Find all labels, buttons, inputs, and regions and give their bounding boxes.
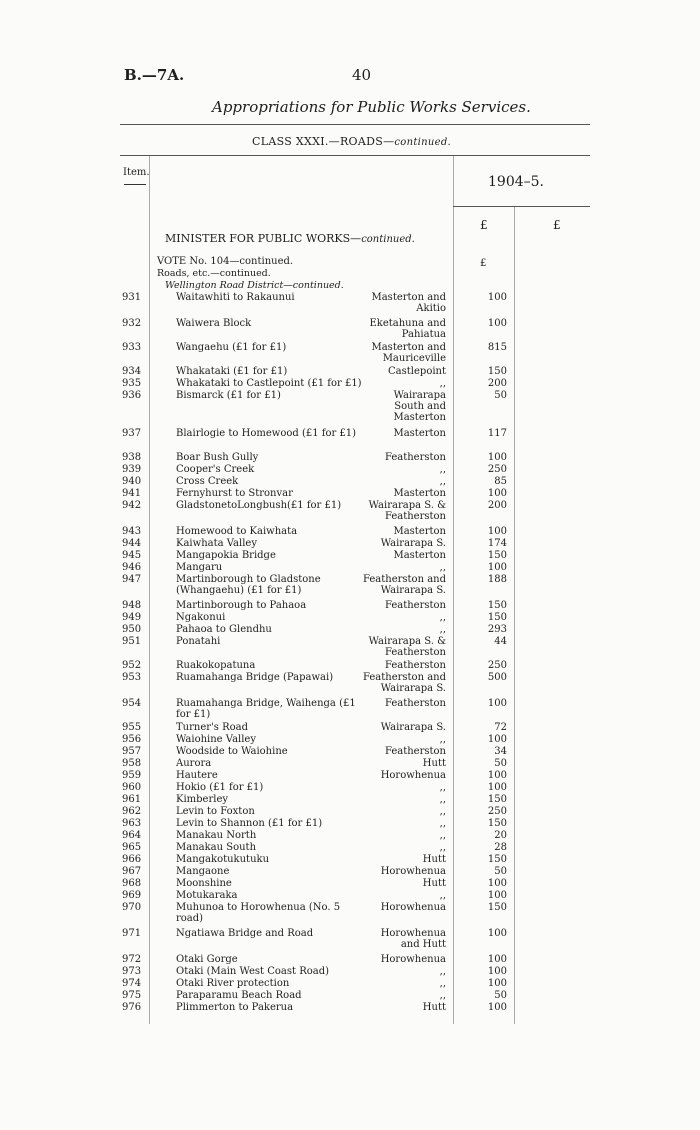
- amount: 117: [487, 428, 507, 439]
- table-row: [0, 562, 700, 573]
- electoral-district: Wairarapa South and Masterton: [393, 390, 446, 423]
- amount: 28: [494, 842, 507, 853]
- item-description: Plimmerton to Pakerua: [176, 1002, 294, 1013]
- item-description: Cross Creek: [176, 476, 239, 487]
- amount: 100: [487, 318, 507, 329]
- item-number: 941: [122, 488, 142, 499]
- item-description: Bismarck (£1 for £1): [176, 390, 281, 401]
- electoral-district: ,,: [439, 476, 446, 487]
- item-number: 940: [122, 476, 142, 487]
- electoral-district: Wairarapa S. & Featherston: [368, 500, 446, 522]
- item-description: Paraparamu Beach Road: [176, 990, 302, 1001]
- table-row: [0, 476, 700, 487]
- amount: 150: [487, 600, 507, 611]
- amount: 44: [494, 636, 507, 647]
- table-row: [0, 538, 700, 549]
- amount: 50: [494, 990, 507, 1001]
- electoral-district: ,,: [439, 806, 446, 817]
- electoral-district: ,,: [439, 734, 446, 745]
- amount: 100: [487, 890, 507, 901]
- electoral-district: Wairarapa S. & Featherston: [368, 636, 446, 658]
- vote-heading: VOTE No. 104—continued.: [157, 256, 294, 267]
- item-description: Ngatiawa Bridge and Road: [176, 928, 314, 939]
- amount: 100: [487, 782, 507, 793]
- item-description: Ruamahanga Bridge, Waihenga (£1 for £1): [176, 698, 356, 720]
- table-row: [0, 978, 700, 989]
- electoral-district: ,,: [439, 562, 446, 573]
- item-number: 963: [122, 818, 142, 829]
- electoral-district: ,,: [439, 794, 446, 805]
- electoral-district: ,,: [439, 830, 446, 841]
- item-number: 969: [122, 890, 142, 901]
- amount: 50: [494, 866, 507, 877]
- header-rule: [120, 124, 590, 125]
- item-description: Mangaru: [176, 562, 223, 573]
- item-number: 933: [122, 342, 142, 353]
- item-number: 934: [122, 366, 142, 377]
- amount: 250: [487, 806, 507, 817]
- table-row: [0, 830, 700, 841]
- item-number: 943: [122, 526, 142, 537]
- amount: 293: [487, 624, 507, 635]
- minister-heading: MINISTER FOR PUBLIC WORKS—continued.: [165, 232, 415, 245]
- item-description: Mangapokia Bridge: [176, 550, 276, 561]
- table-row: [0, 866, 700, 877]
- page-reference: B.—7A.: [124, 66, 185, 84]
- amount: 100: [487, 978, 507, 989]
- item-number: 974: [122, 978, 142, 989]
- item-number: 964: [122, 830, 142, 841]
- table-row: [0, 990, 700, 1001]
- item-description: Ponatahi: [176, 636, 221, 647]
- table-row: [0, 842, 700, 853]
- item-description: Ruamahanga Bridge (Papawai): [176, 672, 334, 683]
- item-description: Otaki (Main West Coast Road): [176, 966, 330, 977]
- table-row: [0, 722, 700, 733]
- table-row: [0, 794, 700, 805]
- item-number: 967: [122, 866, 142, 877]
- item-number: 947: [122, 574, 142, 585]
- item-description: Turner's Road: [176, 722, 249, 733]
- amount: 100: [487, 292, 507, 303]
- electoral-district: Horowhenua: [380, 902, 446, 913]
- item-description: Kimberley: [176, 794, 229, 805]
- table-row: [0, 746, 700, 757]
- item-description: Waiwera Block: [176, 318, 252, 329]
- table-row: [0, 292, 700, 314]
- amount: 250: [487, 660, 507, 671]
- item-number: 955: [122, 722, 142, 733]
- item-description: Kaiwhata Valley: [176, 538, 257, 549]
- pound-sign-vote: £: [480, 258, 487, 269]
- amount: 100: [487, 1002, 507, 1013]
- item-description: Mangakotukutuku: [176, 854, 270, 865]
- item-description: Manakau North: [176, 830, 257, 841]
- electoral-district: Featherston: [384, 746, 446, 757]
- item-description: Woodside to Waiohine: [176, 746, 288, 757]
- electoral-district: ,,: [439, 966, 446, 977]
- table-row: [0, 612, 700, 623]
- amount: 815: [487, 342, 507, 353]
- item-description: Homewood to Kaiwhata: [176, 526, 298, 537]
- electoral-district: Masterton: [393, 488, 446, 499]
- table-row: [0, 734, 700, 745]
- table-row: [0, 318, 700, 340]
- pound-sign-col1: £: [480, 218, 488, 232]
- amount: 100: [487, 698, 507, 709]
- amount: 100: [487, 452, 507, 463]
- electoral-district: ,,: [439, 818, 446, 829]
- item-description: Whakataki to Castlepoint (£1 for £1): [176, 378, 362, 389]
- electoral-district: ,,: [439, 782, 446, 793]
- table-row: [0, 600, 700, 611]
- item-number: 948: [122, 600, 142, 611]
- item-number: 939: [122, 464, 142, 475]
- item-number: 932: [122, 318, 142, 329]
- item-number: 954: [122, 698, 142, 709]
- amount: 100: [487, 928, 507, 939]
- amount: 150: [487, 366, 507, 377]
- item-description: Waiohine Valley: [176, 734, 256, 745]
- amount: 150: [487, 550, 507, 561]
- item-description: Mangaone: [176, 866, 230, 877]
- electoral-district: ,,: [439, 978, 446, 989]
- electoral-district: Featherston: [384, 698, 446, 709]
- amount: 200: [487, 500, 507, 511]
- item-number: 975: [122, 990, 142, 1001]
- amount: 150: [487, 854, 507, 865]
- amount: 50: [494, 758, 507, 769]
- table-row: [0, 378, 700, 389]
- item-description: Aurora: [176, 758, 212, 769]
- item-description: Levin to Foxton: [176, 806, 255, 817]
- item-column-header: Item.: [123, 167, 150, 178]
- table-row: [0, 636, 700, 658]
- item-number: 965: [122, 842, 142, 853]
- table-row: [0, 488, 700, 499]
- amount: 150: [487, 902, 507, 913]
- table-row: [0, 500, 700, 522]
- item-number: 961: [122, 794, 142, 805]
- electoral-district: Horowhenua: [380, 770, 446, 781]
- table-row: [0, 672, 700, 694]
- electoral-district: Featherston: [384, 660, 446, 671]
- item-number: 971: [122, 928, 142, 939]
- table-row: [0, 428, 700, 439]
- electoral-district: Hutt: [422, 758, 446, 769]
- amount: 500: [487, 672, 507, 683]
- item-number: 952: [122, 660, 142, 671]
- amount: 100: [487, 770, 507, 781]
- table-row: [0, 758, 700, 769]
- item-number: 935: [122, 378, 142, 389]
- electoral-district: ,,: [439, 378, 446, 389]
- table-row: [0, 854, 700, 865]
- year-header-rule: [453, 206, 590, 207]
- electoral-district: ,,: [439, 842, 446, 853]
- electoral-district: Masterton: [393, 526, 446, 537]
- item-header-rule: [124, 184, 146, 185]
- item-number: 960: [122, 782, 142, 793]
- item-column-divider: [149, 156, 150, 1024]
- item-number: 931: [122, 292, 142, 303]
- item-description: Manakau South: [176, 842, 257, 853]
- item-number: 951: [122, 636, 142, 647]
- table-row: [0, 902, 700, 924]
- table-row: [0, 890, 700, 901]
- amount: 20: [494, 830, 507, 841]
- roads-heading: Roads, etc.—continued.: [157, 268, 271, 279]
- document-title: Appropriations for Public Works Services.: [212, 98, 531, 116]
- table-row: [0, 464, 700, 475]
- item-description: Moonshine: [176, 878, 232, 889]
- item-number: 956: [122, 734, 142, 745]
- electoral-district: Hutt: [422, 878, 446, 889]
- table-row: [0, 818, 700, 829]
- district-heading: Wellington Road District—continued.: [165, 280, 344, 291]
- item-description: Martinborough to Pahaoa: [176, 600, 307, 611]
- table-row: [0, 1002, 700, 1013]
- table-row: [0, 698, 700, 720]
- amount: 85: [494, 476, 507, 487]
- table-row: [0, 966, 700, 977]
- amount: 200: [487, 378, 507, 389]
- item-number: 976: [122, 1002, 142, 1013]
- item-description: Cooper's Creek: [176, 464, 255, 475]
- table-row: [0, 878, 700, 889]
- item-description: Otaki River protection: [176, 978, 290, 989]
- amount: 174: [487, 538, 507, 549]
- item-number: 949: [122, 612, 142, 623]
- item-description: Motukaraka: [176, 890, 238, 901]
- amount: 100: [487, 966, 507, 977]
- item-description: Waitawhiti to Rakaunui: [176, 292, 295, 303]
- class-heading: CLASS XXXI.—ROADS—continued.: [252, 135, 452, 148]
- amount: 150: [487, 794, 507, 805]
- electoral-district: ,,: [439, 464, 446, 475]
- item-number: 945: [122, 550, 142, 561]
- amount: 250: [487, 464, 507, 475]
- item-number: 953: [122, 672, 142, 683]
- item-description: Levin to Shannon (£1 for £1): [176, 818, 323, 829]
- year-column-header: 1904–5.: [488, 174, 544, 190]
- table-top-rule: [120, 155, 590, 156]
- item-description: Muhunoa to Horowhenua (No. 5 road): [176, 902, 341, 924]
- item-description: Martinborough to Gladstone (Whangaehu) (£1 for £1): [176, 574, 321, 596]
- amount: 50: [494, 390, 507, 401]
- amount: 72: [494, 722, 507, 733]
- item-number: 973: [122, 966, 142, 977]
- item-number: 944: [122, 538, 142, 549]
- item-number: 970: [122, 902, 142, 913]
- electoral-district: Masterton and Akitio: [371, 292, 446, 314]
- item-description: Hokio (£1 for £1): [176, 782, 264, 793]
- table-row: [0, 366, 700, 377]
- electoral-district: Eketahuna and Pahiatua: [369, 318, 446, 340]
- item-number: 959: [122, 770, 142, 781]
- amount: 34: [494, 746, 507, 757]
- table-row: [0, 624, 700, 635]
- electoral-district: Masterton: [393, 550, 446, 561]
- item-number: 946: [122, 562, 142, 573]
- amount: 100: [487, 734, 507, 745]
- table-row: [0, 954, 700, 965]
- electoral-district: Horowhenua and Hutt: [380, 928, 446, 950]
- table-row: [0, 660, 700, 671]
- description-column-divider: [453, 156, 454, 1024]
- electoral-district: Featherston: [384, 600, 446, 611]
- page-number: 40: [352, 66, 372, 84]
- table-row: [0, 342, 700, 364]
- pound-sign-col2: £: [553, 218, 561, 232]
- item-description: Otaki Gorge: [176, 954, 238, 965]
- item-description: Hautere: [176, 770, 218, 781]
- item-number: 957: [122, 746, 142, 757]
- item-description: Ruakokopatuna: [176, 660, 256, 671]
- table-row: [0, 770, 700, 781]
- electoral-district: Horowhenua: [380, 954, 446, 965]
- electoral-district: Masterton: [393, 428, 446, 439]
- table-row: [0, 806, 700, 817]
- item-number: 968: [122, 878, 142, 889]
- amount: 100: [487, 488, 507, 499]
- electoral-district: ,,: [439, 612, 446, 623]
- item-number: 936: [122, 390, 142, 401]
- table-row: [0, 526, 700, 537]
- item-description: Pahaoa to Glendhu: [176, 624, 272, 635]
- electoral-district: Masterton and Mauriceville: [371, 342, 446, 364]
- amount: 150: [487, 818, 507, 829]
- item-description: Boar Bush Gully: [176, 452, 259, 463]
- table-row: [0, 390, 700, 423]
- table-row: [0, 452, 700, 463]
- item-description: Fernyhurst to Stronvar: [176, 488, 293, 499]
- amount: 188: [487, 574, 507, 585]
- item-number: 966: [122, 854, 142, 865]
- electoral-district: Featherston and Wairarapa S.: [362, 672, 446, 694]
- amount: 100: [487, 526, 507, 537]
- table-row: [0, 550, 700, 561]
- electoral-district: Featherston and Wairarapa S.: [362, 574, 446, 596]
- table-row: [0, 782, 700, 793]
- electoral-district: Wairarapa S.: [380, 722, 446, 733]
- amount: 100: [487, 954, 507, 965]
- item-number: 938: [122, 452, 142, 463]
- amount: 100: [487, 562, 507, 573]
- item-description: Ngakonui: [176, 612, 226, 623]
- electoral-district: ,,: [439, 990, 446, 1001]
- item-number: 942: [122, 500, 142, 511]
- item-number: 937: [122, 428, 142, 439]
- amount: 150: [487, 612, 507, 623]
- amount: 100: [487, 878, 507, 889]
- item-description: Blairlogie to Homewood (£1 for £1): [176, 428, 357, 439]
- item-description: GladstonetoLongbush(£1 for £1): [176, 500, 342, 511]
- electoral-district: Featherston: [384, 452, 446, 463]
- item-number: 972: [122, 954, 142, 965]
- electoral-district: Hutt: [422, 1002, 446, 1013]
- item-number: 962: [122, 806, 142, 817]
- electoral-district: Horowhenua: [380, 866, 446, 877]
- electoral-district: ,,: [439, 624, 446, 635]
- item-number: 958: [122, 758, 142, 769]
- electoral-district: ,,: [439, 890, 446, 901]
- electoral-district: Castlepoint: [388, 366, 446, 377]
- item-description: Wangaehu (£1 for £1): [176, 342, 287, 353]
- electoral-district: Hutt: [422, 854, 446, 865]
- table-row: [0, 928, 700, 950]
- table-row: [0, 574, 700, 596]
- item-description: Whakataki (£1 for £1): [176, 366, 288, 377]
- item-number: 950: [122, 624, 142, 635]
- electoral-district: Wairarapa S.: [380, 538, 446, 549]
